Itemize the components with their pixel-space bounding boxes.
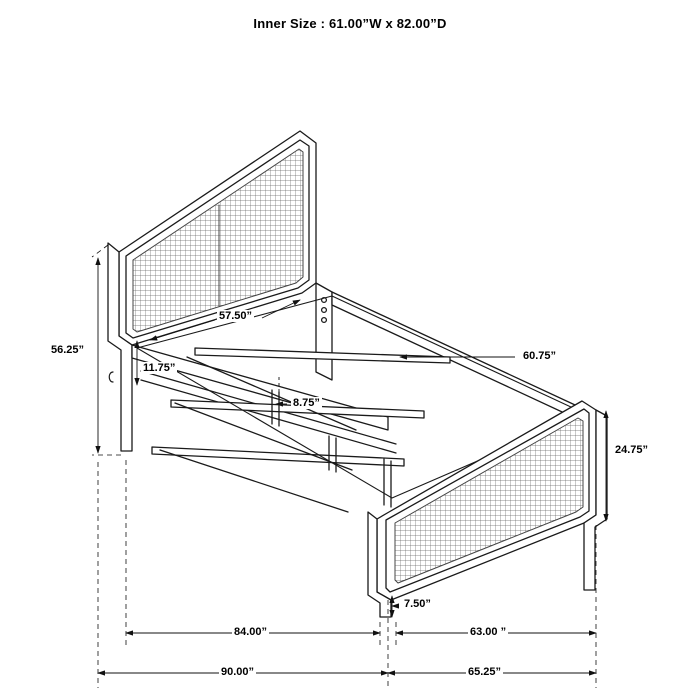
dim-slat-height: 8.75” [293,397,320,409]
page-title: Inner Size : 61.00”W x 82.00”D [253,16,447,31]
dim-headboard-height: 56.25” [51,344,85,356]
dim-headboard-panel-width: 57.50” [219,310,253,322]
dim-footboard-width-lower: 65.25” [468,666,502,678]
dim-footboard-height: 24.75” [615,444,649,456]
dim-overall-length-lower: 90.00” [221,666,255,678]
dim-overall-length-upper: 84.00” [234,626,268,638]
dim-headboard-lower-rail: 11.75” [143,362,176,374]
dim-footboard-width-upper: 63.00 ” [470,626,507,638]
dim-footboard-clearance: 7.50” [404,598,431,610]
dim-side-rail-length: 60.75” [523,350,557,362]
